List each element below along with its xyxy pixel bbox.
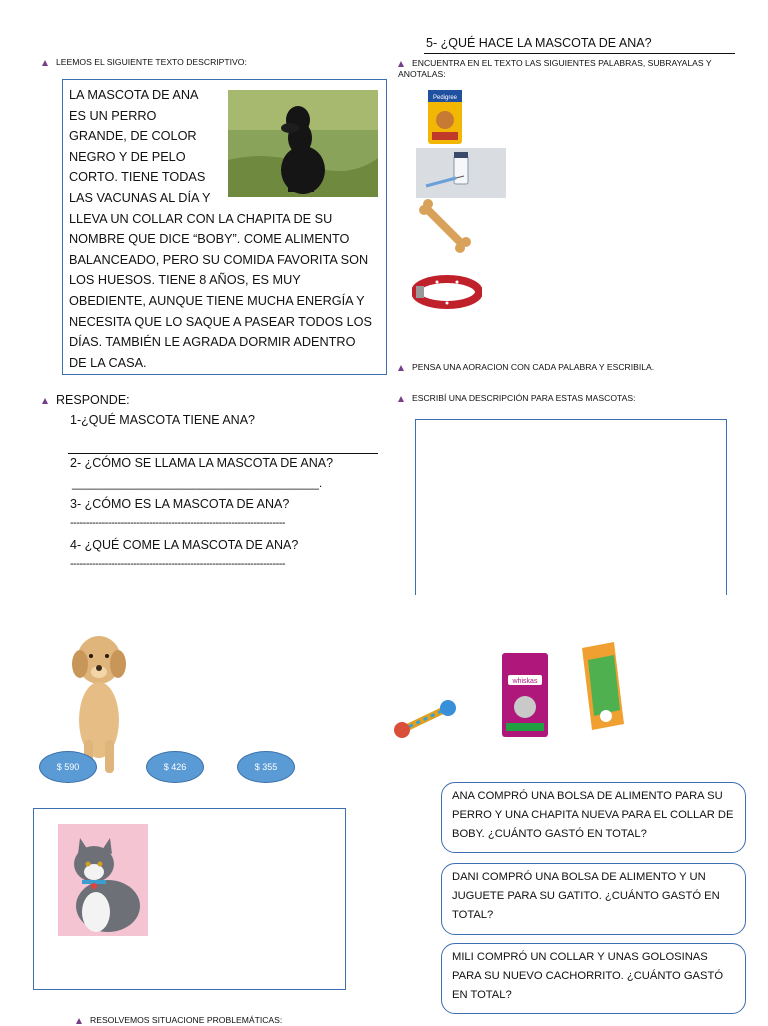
- price-bubble-426: $ 426: [146, 751, 204, 783]
- black-dog-image: [228, 90, 378, 197]
- cat-food-brand-text: whiskas: [512, 678, 538, 685]
- question-4: 4- ¿QUÉ COME LA MASCOTA DE ANA?: [70, 538, 299, 552]
- problem-box-1: ANA COMPRÓ UNA BOLSA DE ALIMENTO PARA SU PERRO Y UNA CHAPITA NUEVA PARA EL COLLAR DE BOBY. ¿CUÁNTO GASTÓ EN TOTAL?: [441, 782, 746, 853]
- price-bubble-355: $ 355: [237, 751, 295, 783]
- question-3: 3- ¿CÓMO ES LA MASCOTA DE ANA?: [70, 497, 290, 511]
- dog-treat-image: [578, 640, 628, 732]
- answer-line-4[interactable]: --------------------------------------------------------------------: [70, 558, 286, 570]
- pensa-instruction: PENSA UNA AORACION CON CADA PALABRA Y ESCRIBILA.: [398, 362, 654, 373]
- question-1: 1-¿QUÉ MASCOTA TIENE ANA?: [70, 413, 255, 427]
- bone-image: [416, 198, 472, 254]
- food-brand-text: Pedigree: [432, 95, 458, 101]
- vaccine-image: [416, 148, 506, 198]
- bullet-icon: [398, 365, 404, 371]
- bullet-icon: [76, 1018, 82, 1024]
- bullet-icon: [42, 60, 48, 66]
- resolvemos-heading: RESOLVEMOS SITUACIONE PROBLEMÁTICAS:: [76, 1015, 282, 1026]
- cat-food-bag-image: [500, 651, 550, 739]
- reading-text: LA MASCOTA DE ANA ES UN PERRO GRANDE, DE COLOR NEGRO Y DE PELO CORTO. TIENE TODAS LAS VACUNAS AL DÍA Y LLEVA UN COLLAR CON LA CHAPITA DE SU NOMBRE QUE DICE “BOBY”. COME ALIMENTO BALANCEADO, PERO SU COMIDA FAVORITA SON LOS HUESOS. TIENE 8 AÑOS, ES MUY OBEDIENTE, AUNQUE TIENE MUCHA ENERGÍA Y NECESITA QUE LO SAQUE A PASEAR TODOS LOS DÍAS. TAMBIÉN LE AGRADA DORMIR ADENTRO DE LA CASA.: [69, 88, 372, 370]
- problem-box-3: MILI COMPRÓ UN COLLAR Y UNAS GOLOSINAS PARA SU NUEVO CACHORRITO. ¿CUÁNTO GASTÓ EN TOTAL?: [441, 943, 746, 1014]
- encuentra-instruction: ENCUENTRA EN EL TEXTO LAS SIGUIENTES PALABRAS, SUBRAYALAS Y ANOTALAS:: [398, 58, 712, 79]
- description-answer-box[interactable]: [415, 419, 727, 595]
- answer-line-5[interactable]: [424, 53, 735, 54]
- rope-toy-image: [392, 696, 458, 742]
- bullet-icon: [398, 61, 404, 67]
- bullet-icon: [398, 396, 404, 402]
- collar-image: [412, 272, 482, 312]
- answer-line-2[interactable]: _____________________________________.: [72, 476, 323, 490]
- dog-food-bag-image: [426, 88, 464, 146]
- question-5: 5- ¿QUÉ HACE LA MASCOTA DE ANA?: [426, 36, 652, 50]
- price-bubble-590: $ 590: [39, 751, 97, 783]
- answer-line-1[interactable]: [68, 453, 378, 454]
- reading-instruction: LEEMOS EL SIGUIENTE TEXTO DESCRIPTIVO:: [42, 57, 247, 68]
- question-2: 2- ¿CÓMO SE LLAMA LA MASCOTA DE ANA?: [70, 456, 334, 470]
- escribi-instruction: ESCRIBÍ UNA DESCRIPCIÓN PARA ESTAS MASCOTAS:: [398, 393, 635, 404]
- answer-line-3[interactable]: --------------------------------------------------------------------: [70, 517, 286, 529]
- responde-heading: RESPONDE:: [42, 393, 130, 407]
- bullet-icon: [42, 398, 48, 404]
- cat-image: [58, 824, 148, 936]
- problem-box-2: DANI COMPRÓ UNA BOLSA DE ALIMENTO Y UN JUGUETE PARA SU GATITO. ¿CUÁNTO GASTÓ EN TOTAL?: [441, 863, 746, 935]
